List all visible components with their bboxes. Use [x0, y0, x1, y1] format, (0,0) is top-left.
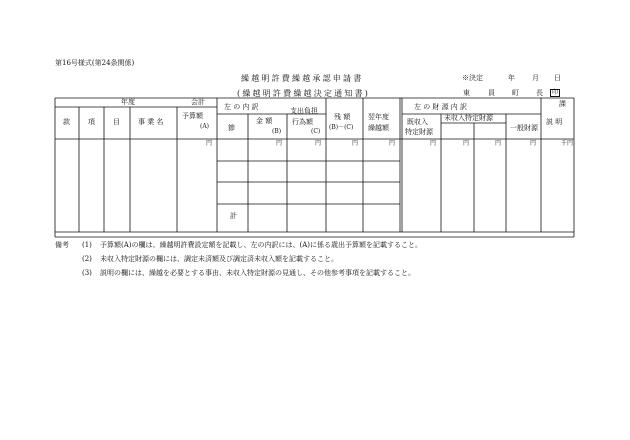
col-remain-1: 残額 [334, 113, 353, 121]
form-subtitle: (繰越明許費繰越決定通知書) [237, 89, 371, 98]
col-kou: 項 [88, 118, 95, 126]
unit-budget: 円 [206, 140, 213, 147]
unit-note: 千円 [561, 140, 574, 147]
unit-expense: 円 [315, 140, 322, 147]
note-2-number: (2) [82, 255, 92, 263]
unit-amount: 円 [276, 140, 283, 147]
unit-unreceived-1: 円 [463, 140, 470, 147]
unit-received: 円 [430, 140, 437, 147]
col-received-1: 既収入 [407, 118, 428, 126]
col-next-2: 繰越額 [368, 124, 389, 132]
day-label: 日 [554, 74, 561, 82]
col-project: 事業名 [138, 118, 166, 126]
note-1-number: (1) [82, 241, 92, 249]
col-expense-3: (C) [311, 128, 321, 135]
form-number: 第16号様式(第24条関係) [55, 59, 135, 67]
authority-in: 員 [488, 89, 495, 97]
authority-town: 町 [512, 89, 519, 97]
section-label: 課 [559, 100, 566, 108]
col-kan: 款 [63, 118, 70, 126]
breakdown-left: 左の内訳 [224, 103, 261, 111]
col-general: 一般財源 [510, 124, 538, 132]
col-note: 説明 [546, 118, 565, 126]
note-1: 予算額(A)の欄は、繰越明許費設定額を記載し、左の内訳には、(A)に係る歳出予算額を記載すること。 [100, 241, 423, 249]
unit-next: 円 [389, 140, 396, 147]
col-next-1: 翌年度 [368, 113, 389, 121]
year-label: 年 [508, 74, 515, 82]
col-budget-2: (A) [200, 123, 210, 130]
total-label: 計 [230, 212, 237, 220]
unit-general: 円 [530, 140, 537, 147]
month-label: 月 [532, 74, 539, 82]
col-expense-1: 支出負担 [290, 107, 318, 115]
account-label: 会計 [191, 98, 205, 106]
note-2: 未収入特定財源の欄には、調定未済額及び調定済未収入額を記載すること。 [100, 255, 338, 263]
col-budget-1: 予算額 [182, 112, 203, 120]
unit-unreceived-2: 円 [495, 140, 502, 147]
col-setsu: 節 [228, 124, 235, 132]
fiscal-year-label: 年度 [121, 98, 135, 106]
fund-breakdown: 左の財源内訳 [414, 103, 470, 111]
col-expense-2: 行為額 [292, 118, 313, 126]
notes-label: 備考 [55, 241, 69, 249]
note-3: 説明の欄には、繰越を必要とする事由、未収入特定財源の見通し、その他参考事項を記載すること。 [100, 269, 415, 277]
authority-chief: 長 [536, 89, 543, 97]
col-received-2: 特定財源 [405, 128, 433, 136]
seal-icon: 印 [552, 89, 559, 96]
form-title: 繰越明許費繰越承認申請書 [241, 74, 364, 83]
col-amount-2: (B) [272, 128, 282, 135]
col-moku: 目 [113, 118, 120, 126]
unit-remain: 円 [352, 140, 359, 147]
note-3-number: (3) [82, 269, 92, 277]
col-unreceived: 未収入特定財源 [444, 114, 493, 122]
decision-note: ※決定 [462, 74, 483, 82]
authority-east: 東 [463, 89, 470, 97]
col-remain-2: (B)－(C) [329, 124, 354, 131]
col-amount-1: 金額 [256, 117, 275, 125]
